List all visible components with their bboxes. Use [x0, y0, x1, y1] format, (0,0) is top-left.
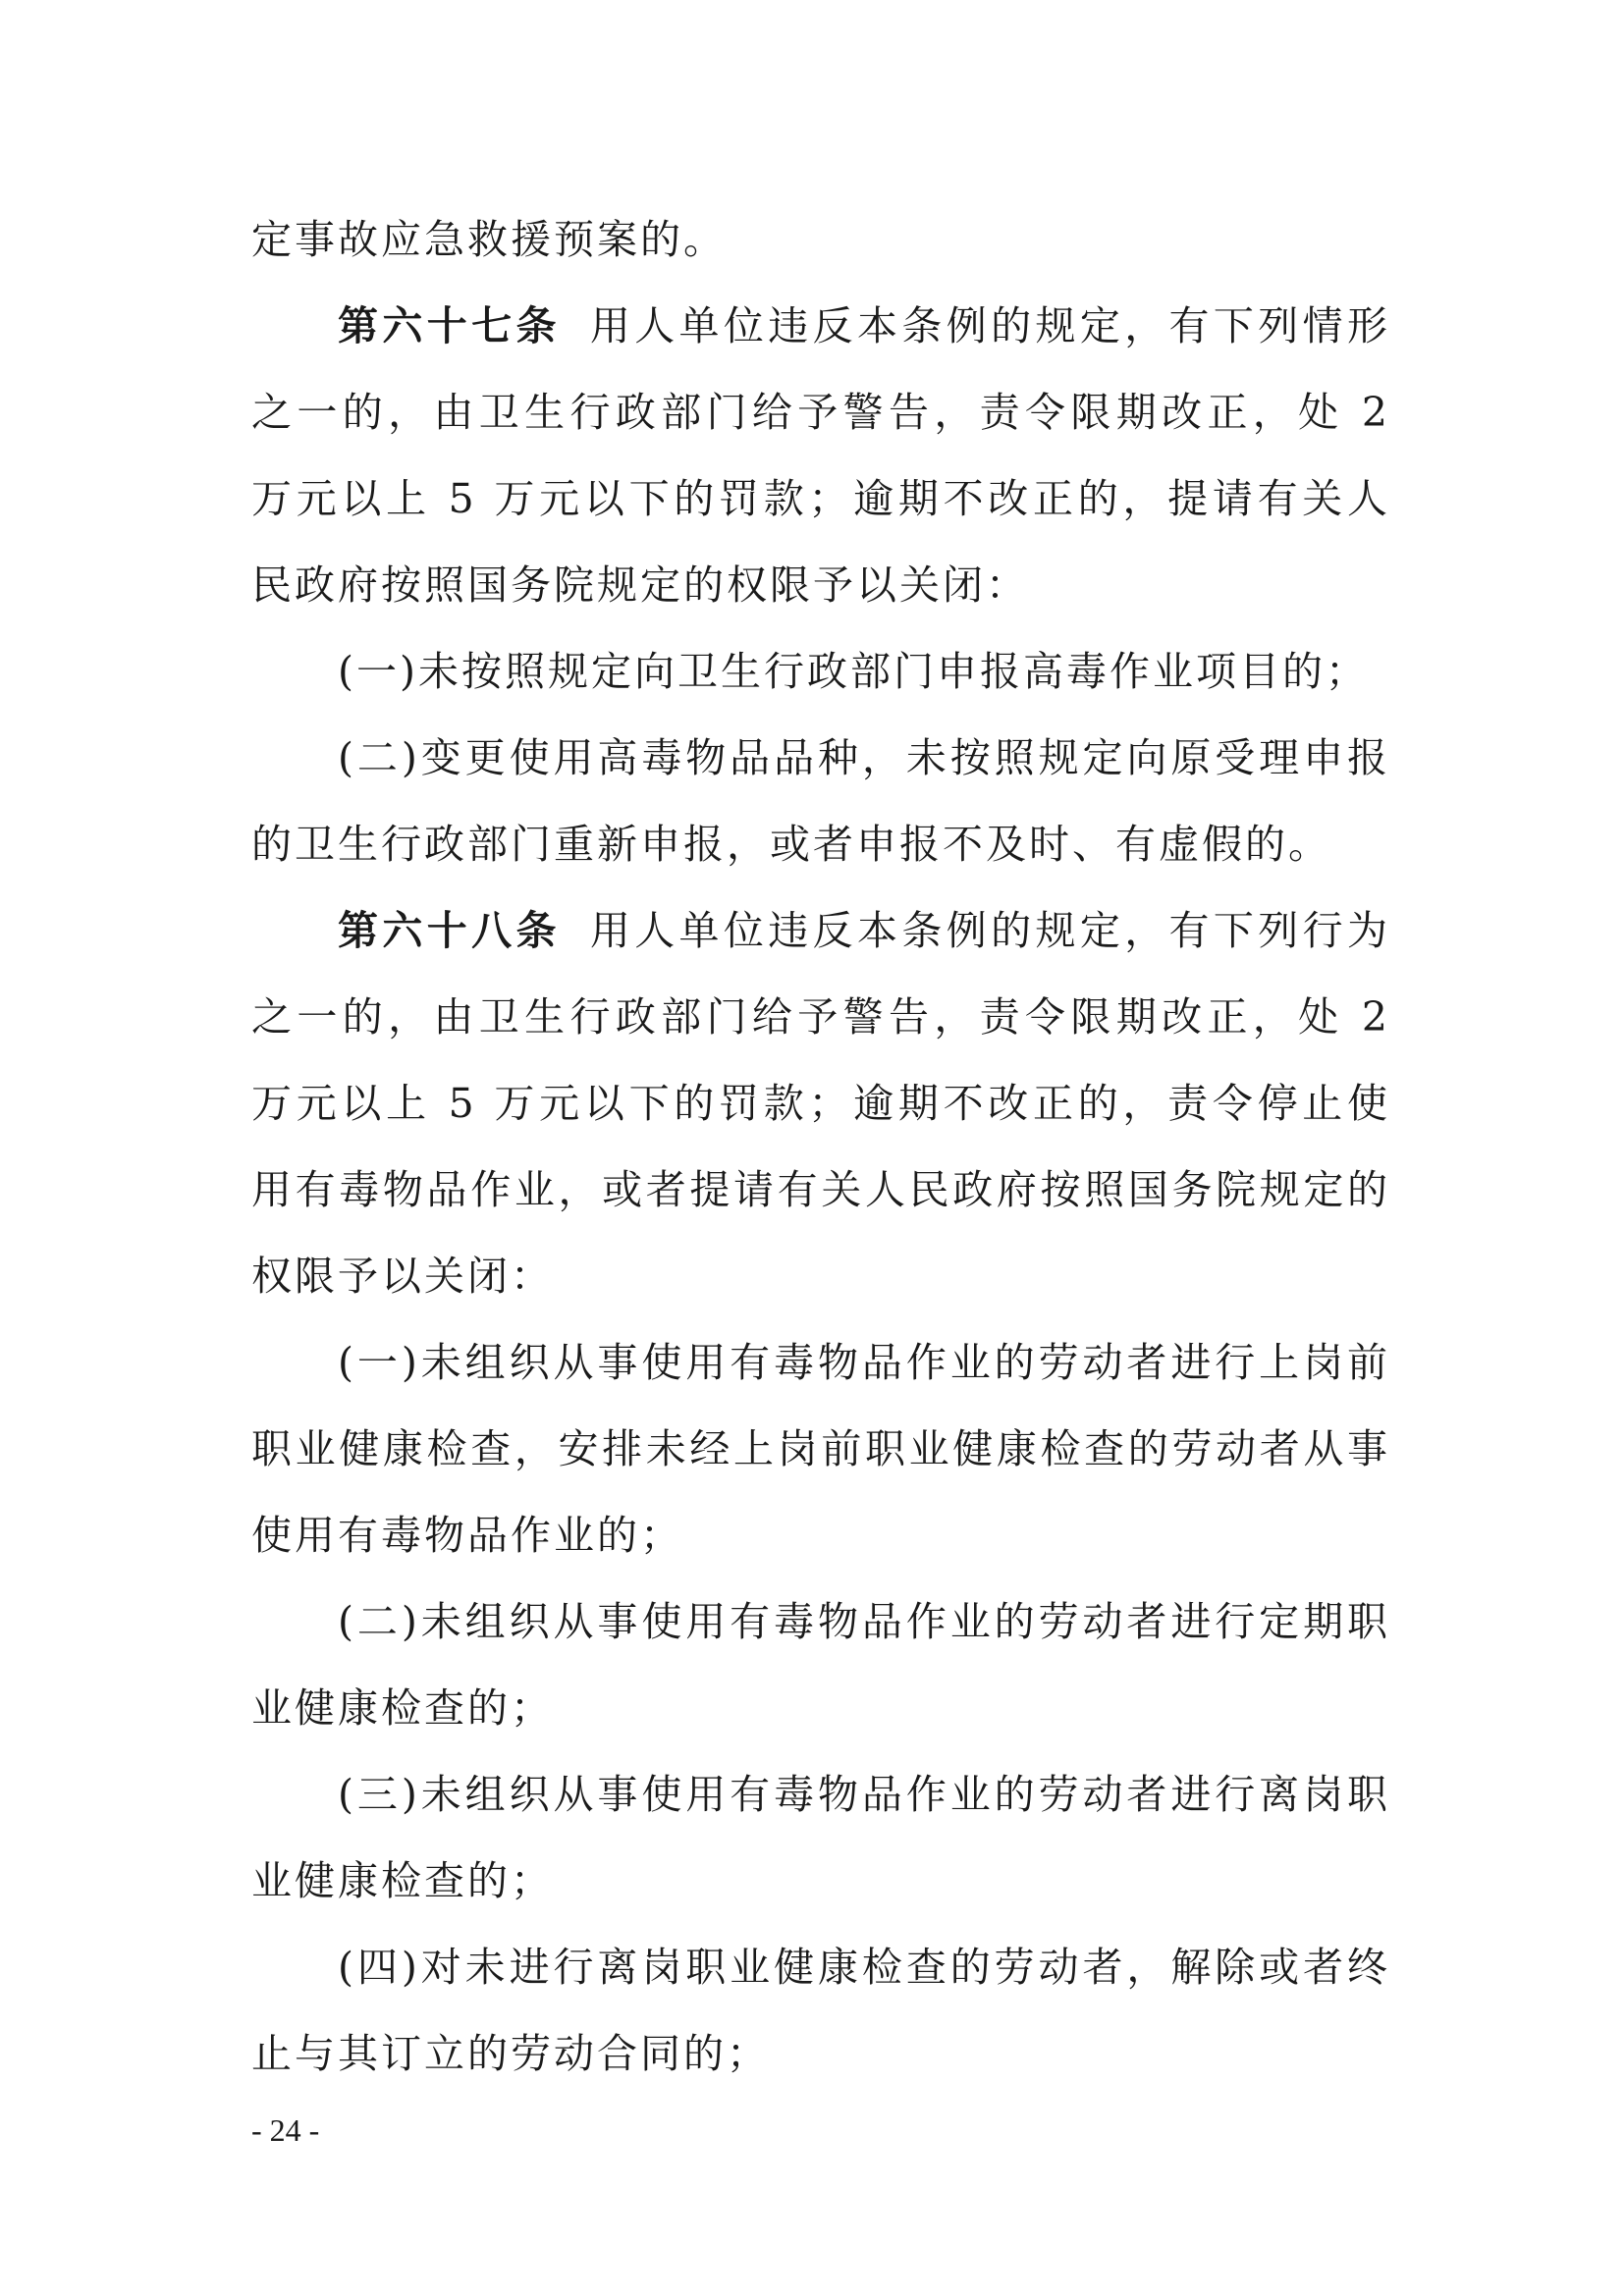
paragraph-item: [251, 1924, 1390, 2097]
paragraph-article-68: [251, 887, 1390, 1319]
document-body: [251, 196, 1390, 2097]
paragraph-text: (一)未按照规定向卫生行政部门申报高毒作业项目的；: [338, 648, 1369, 695]
paragraph-text: (三)未组织从事使用有毒物品作业的劳动者进行离岗职业健康检查的；: [251, 1771, 1390, 1904]
paragraph-item: [251, 628, 1390, 715]
paragraph-text: (四)对未进行离岗职业健康检查的劳动者，解除或者终止与其订立的劳动合同的；: [251, 1944, 1390, 2077]
paragraph-article-67: [251, 283, 1390, 628]
paragraph-text: (二)未组织从事使用有毒物品作业的劳动者进行定期职业健康检查的；: [251, 1598, 1390, 1732]
paragraph-text: 用人单位违反本条例的规定，有下列行为之一的，由卫生行政部门给予警告，责令限期改正，处 2 万元以上 5 万元以下的罚款；逾期不改正的，责令停止使用有毒物品作业，或者提请有关人民政府按照国务院规定的权限予以关闭：: [251, 907, 1391, 1300]
paragraph-text: (一)未组织从事使用有毒物品作业的劳动者进行上岗前职业健康检查，安排未经上岗前职业健康检查的劳动者从事使用有毒物品作业的；: [251, 1339, 1390, 1559]
paragraph-item: [251, 1578, 1390, 1751]
paragraph-text: 定事故应急救援预案的。: [251, 216, 727, 263]
paragraph-text: 用人单位违反本条例的规定，有下列情形之一的，由卫生行政部门给予警告，责令限期改正，处 2 万元以上 5 万元以下的罚款；逾期不改正的，提请有关人民政府按照国务院规定的权限予以关闭：: [251, 302, 1391, 609]
paragraph-item: [251, 1319, 1390, 1578]
paragraph-0: [251, 196, 1390, 283]
paragraph-item: [251, 715, 1390, 887]
page-number: - 24 -: [251, 2112, 320, 2148]
article-number: 第六十八条: [338, 907, 561, 954]
article-number: 第六十七条: [338, 302, 561, 349]
paragraph-text: (二)变更使用高毒物品品种，未按照规定向原受理申报的卫生行政部门重新申报，或者申报不及时、有虚假的。: [251, 734, 1390, 868]
paragraph-item: [251, 1751, 1390, 1924]
